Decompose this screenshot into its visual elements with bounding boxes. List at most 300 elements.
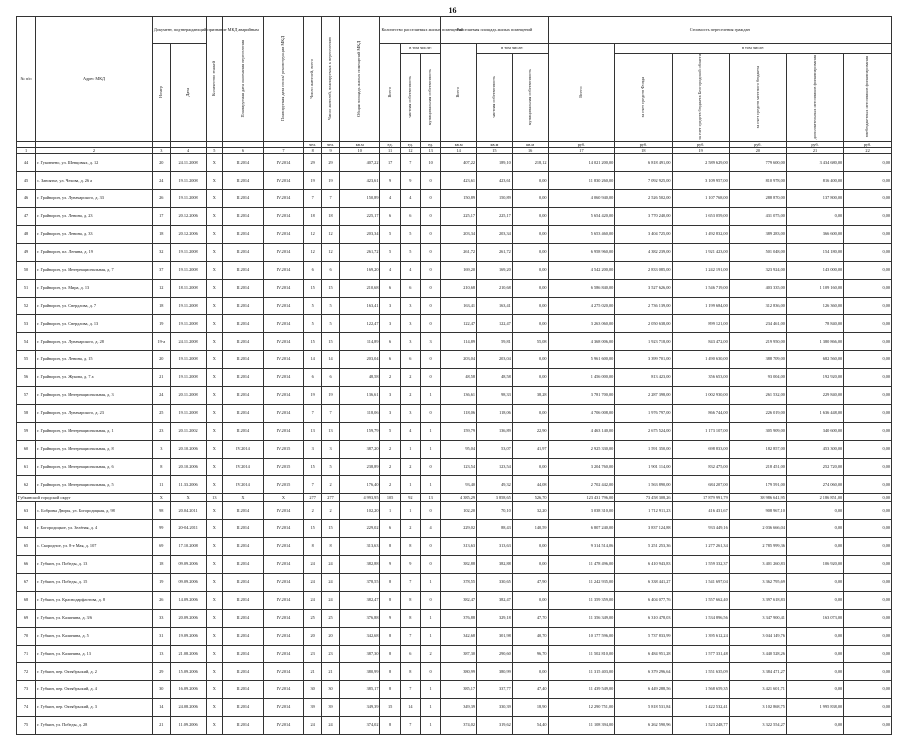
cell-d2: IV.2014	[263, 556, 304, 574]
cell-c2: 4	[400, 261, 420, 279]
cell-d1: II.2014	[223, 261, 264, 279]
cell-c1: 8	[380, 573, 400, 591]
cell-l: 3 384 471,27	[729, 663, 786, 681]
cell-t: 5 654 420,00	[548, 208, 615, 226]
cell-e: 682 560,00	[786, 351, 843, 369]
cell-a1: 150,89	[441, 190, 477, 208]
cell-d1: II.2014	[223, 315, 264, 333]
cell-date: 19.11.2008	[170, 351, 206, 369]
cell-c2: 5	[400, 226, 420, 244]
cell-p2: 277	[322, 494, 340, 502]
group-count: Количество расселяемых жилых помещений	[380, 17, 441, 44]
cell-c3: 0	[420, 208, 440, 226]
cell-c1: 3	[380, 404, 400, 422]
cell-area: 122,47	[339, 315, 380, 333]
cell-t: 6 586 840,00	[548, 279, 615, 297]
cell-a2: 330,39	[477, 699, 513, 717]
cell-d2: IV.2015	[263, 476, 304, 494]
cell-addr: г. Грайворон, ул. Ленина, д. 33	[36, 226, 153, 244]
cell-c1: 2	[380, 369, 400, 387]
cell-c2: 1	[400, 502, 420, 520]
page-number: 16	[448, 6, 457, 15]
cell-a2: 3 858,65	[477, 494, 513, 502]
cell-c3: 0	[420, 502, 440, 520]
cell-a2: 382,47	[477, 591, 513, 609]
cell-c2: 7	[400, 573, 420, 591]
cell-e: 366 600,00	[786, 226, 843, 244]
cell-f: 1 563 890,00	[615, 476, 672, 494]
cell-a2: 169,20	[477, 261, 513, 279]
cell-u: 0,00	[844, 591, 892, 609]
cell-d2: IV.2014	[263, 243, 304, 261]
cell-u: 0,00	[844, 627, 892, 645]
table-row	[17, 190, 892, 208]
cell-a3: 0,00	[512, 279, 548, 297]
cell-c1: 8	[380, 538, 400, 556]
cell-p2: 15	[322, 279, 340, 297]
cell-num: 29	[152, 663, 170, 681]
subtotal-row	[17, 494, 892, 502]
cell-a1: 407,22	[441, 154, 477, 172]
cell-c2: 8	[400, 663, 420, 681]
col-count-total: Всего	[380, 44, 400, 142]
cell-c2: 7	[400, 681, 420, 699]
table-row	[17, 226, 892, 244]
cell-a3: 47,40	[512, 681, 548, 699]
cell-c1: 6	[380, 520, 400, 538]
cell-p1: 7	[304, 476, 322, 494]
cell-c1: 5	[380, 226, 400, 244]
cell-num: 13	[152, 645, 170, 663]
cell-t: 2 702 442,00	[548, 476, 615, 494]
cell-f: 6 338 441,27	[615, 573, 672, 591]
cell-c1: 9	[380, 556, 400, 574]
column-number: 9	[322, 148, 340, 154]
cell-a3: 0,00	[512, 369, 548, 387]
cell-fl: X	[206, 351, 223, 369]
cell-l: 3 397 618,83	[729, 591, 786, 609]
cell-l: 908 967,10	[729, 502, 786, 520]
cell-u: 0,00	[844, 458, 892, 476]
cell-a2: 203,34	[477, 226, 513, 244]
cell-num: 98	[152, 502, 170, 520]
cell-c2: 92	[400, 494, 420, 502]
cell-p2: 15	[322, 520, 340, 538]
cell-r: 899 121,00	[672, 315, 729, 333]
cell-area: 423,61	[339, 172, 380, 190]
cell-p1: 3	[304, 440, 322, 458]
cell-p1: 13	[304, 422, 322, 440]
cell-l: 312 836,00	[729, 297, 786, 315]
cell-f: 6 404 077,76	[615, 591, 672, 609]
cell-fl: X	[206, 458, 223, 476]
cell-e: 816 400,00	[786, 172, 843, 190]
cell-u: 0,00	[844, 556, 892, 574]
table-row	[17, 315, 892, 333]
cell-t: 3 781 700,00	[548, 387, 615, 405]
cell-n: 46	[17, 190, 36, 208]
cell-addr: с. Бобровы Дворы, ул. Богородицкая, д. 98	[36, 502, 153, 520]
cell-a1: 159,79	[441, 422, 477, 440]
cell-a1: 385,17	[441, 681, 477, 699]
cell-c2: 7	[400, 627, 420, 645]
cell-a1: 122,47	[441, 315, 477, 333]
cell-num: 18	[152, 226, 170, 244]
cell-date: 20.10.2006	[170, 458, 206, 476]
cell-d2: IV.2014	[263, 279, 304, 297]
column-number: 2	[36, 148, 153, 154]
cell-u: 0,00	[844, 538, 892, 556]
cell-p2: 24	[322, 591, 340, 609]
cell-l: 3 102 868,75	[729, 699, 786, 717]
cell-num: X	[152, 494, 170, 502]
col-count-private: частная собственность	[400, 54, 420, 142]
cell-r: 866 744,00	[672, 404, 729, 422]
cell-area: 261,72	[339, 243, 380, 261]
cell-num: 99	[152, 520, 170, 538]
table-row	[17, 681, 892, 699]
cell-date: 09.09.2006	[170, 556, 206, 574]
cell-date: 24.11.2008	[170, 333, 206, 351]
cell-p1: 8	[304, 538, 322, 556]
cell-r: 1 557 662,40	[672, 591, 729, 609]
cell-p2: 29	[322, 154, 340, 172]
cell-t: 11 478 496,00	[548, 556, 615, 574]
cell-d2: IV.2014	[263, 404, 304, 422]
cell-f: 5 251 253,36	[615, 538, 672, 556]
cell-f: 5 737 833,99	[615, 627, 672, 645]
cell-a1: 382,47	[441, 591, 477, 609]
cell-u: 0,00	[844, 699, 892, 717]
cell-addr: г. Грайворон, ул. Интернациональная, д. 7	[36, 261, 153, 279]
cell-c3: 1	[420, 476, 440, 494]
cell-date: 20.09.2006	[170, 609, 206, 627]
cell-c3: 13	[420, 494, 440, 502]
cell-d1: II.2014	[223, 333, 264, 351]
cell-fl: X	[206, 369, 223, 387]
unit-label: руб.	[729, 142, 786, 148]
cell-n: 56	[17, 369, 36, 387]
cell-a1: 118,06	[441, 404, 477, 422]
cell-p2: 14	[322, 351, 340, 369]
cell-d2: IV.2014	[263, 226, 304, 244]
cell-fl: X	[206, 226, 223, 244]
unit-label: руб.	[548, 142, 615, 148]
cell-fl: X	[206, 645, 223, 663]
cell-a1: 261,72	[441, 243, 477, 261]
cell-t: 11 315 403,00	[548, 663, 615, 681]
cell-c1: 3	[380, 315, 400, 333]
cell-d2: IV.2014	[263, 297, 304, 315]
cell-a3: 0,00	[512, 351, 548, 369]
cell-date: 19.11.2008	[170, 190, 206, 208]
cell-c1: 6	[380, 333, 400, 351]
cell-p2: 12	[322, 226, 340, 244]
cell-d2: IV.2014	[263, 699, 304, 717]
cell-p2: 13	[322, 422, 340, 440]
cell-c2: 7	[400, 154, 420, 172]
cell-fl: X	[206, 208, 223, 226]
column-number: 1	[17, 148, 36, 154]
cell-d1: II.2014	[223, 154, 264, 172]
cell-u: 0,00	[844, 440, 892, 458]
cell-date: 20.12.2006	[170, 208, 206, 226]
cell-date: 16.09.2006	[170, 681, 206, 699]
cell-p1: 12	[304, 243, 322, 261]
cell-c3: 0	[420, 279, 440, 297]
cell-p1: 29	[304, 154, 322, 172]
cell-a3: 0,00	[512, 172, 548, 190]
cell-r: 933 449,16	[672, 520, 729, 538]
cell-num: 25	[152, 404, 170, 422]
cell-a2: 163,41	[477, 297, 513, 315]
cell-f: 2 050 638,00	[615, 315, 672, 333]
cell-c1: 2	[380, 458, 400, 476]
cell-r: 1 523 248,77	[672, 717, 729, 735]
column-number: 3	[152, 148, 170, 154]
cell-d2: IV.2014	[263, 154, 304, 172]
cell-addr: с. Заноятье, ул. Чехова, д. 26 а	[36, 172, 153, 190]
cell-c2: 6	[400, 351, 420, 369]
cell-p2: 7	[322, 404, 340, 422]
cell-addr: г. Губкин, ул. Победы, д. 28	[36, 717, 153, 735]
cell-a2: 59,81	[477, 333, 513, 351]
col-floors: Количество этажей	[206, 17, 223, 142]
cell-c2: 9	[400, 556, 420, 574]
cell-c3: 1	[420, 387, 440, 405]
cell-c3: 2	[420, 645, 440, 663]
cell-l: 3 044 149,76	[729, 627, 786, 645]
cell-a2: 150,89	[477, 190, 513, 208]
cell-addr: г. Грайворон, ул. Свердлова, д. 7	[36, 297, 153, 315]
column-number: 14	[441, 148, 477, 154]
cell-p2: 19	[322, 172, 340, 190]
cell-l: 3 347 900,41	[729, 609, 786, 627]
cell-n: 65	[17, 538, 36, 556]
cell-d1: II.2014	[223, 699, 264, 717]
cell-date: 15.09.2006	[170, 663, 206, 681]
column-number: 15	[477, 148, 513, 154]
cell-d2: IV.2014	[263, 681, 304, 699]
col-area-municipal: муниципальная собственность	[512, 54, 548, 142]
cell-area: 376,88	[339, 609, 380, 627]
cell-a1: 114,89	[441, 333, 477, 351]
cell-l: 389 283,00	[729, 226, 786, 244]
cell-date: 20-04.2011	[170, 520, 206, 538]
cell-l: 431 075,00	[729, 208, 786, 226]
cell-c2: 4	[400, 422, 420, 440]
cell-a1: 423,61	[441, 172, 477, 190]
cell-l: 3 362 795,69	[729, 573, 786, 591]
cell-date: 19.11.2008	[170, 297, 206, 315]
cell-a3: 218,12	[512, 154, 548, 172]
cell-t: 11 242 935,00	[548, 573, 615, 591]
cell-f: 2 675 524,00	[615, 422, 672, 440]
cell-u: 0,00	[844, 404, 892, 422]
cell-c3: 1	[420, 681, 440, 699]
cell-n: 73	[17, 681, 36, 699]
cell-a2: 98,33	[477, 387, 513, 405]
cell-a2: 261,72	[477, 243, 513, 261]
cell-addr: г. Губкин, пер. Октябрьский, д. 4	[36, 681, 153, 699]
cell-c1: 8	[380, 717, 400, 735]
cell-n: 74	[17, 699, 36, 717]
cell-p1: 19	[304, 172, 322, 190]
cell-area: 382,88	[339, 556, 380, 574]
cell-area: 385,17	[339, 681, 380, 699]
cell-t: 3 038 310,00	[548, 502, 615, 520]
cell-date: 11.33.2006	[170, 476, 206, 494]
column-number: 21	[786, 148, 843, 154]
cell-num: 26	[152, 591, 170, 609]
cell-r: 416 431,67	[672, 502, 729, 520]
cell-area: 4 993,95	[339, 494, 380, 502]
cell-t: 1 456 000,00	[548, 369, 615, 387]
cell-a2: 329,18	[477, 609, 513, 627]
cell-t: 11 108 394,00	[548, 717, 615, 735]
table-row	[17, 538, 892, 556]
cell-l: 388 709,00	[729, 351, 786, 369]
cell-u: 0,00	[844, 422, 892, 440]
cell-a2: 123,54	[477, 458, 513, 476]
table-row	[17, 699, 892, 717]
cell-e: 0,00	[786, 573, 843, 591]
cell-t: 11 359 359,00	[548, 591, 615, 609]
cell-a3: 140,59	[512, 520, 548, 538]
column-number: 18	[615, 148, 672, 154]
cell-p2: 7	[322, 190, 340, 208]
cell-num: 30	[152, 681, 170, 699]
cell-date: X	[170, 494, 206, 502]
cell-fl: X	[206, 190, 223, 208]
cell-a2: 380,99	[477, 663, 513, 681]
cell-fl: X	[206, 681, 223, 699]
cell-num: 31	[152, 627, 170, 645]
table-row	[17, 261, 892, 279]
unit-label: ед.	[400, 142, 420, 148]
cell-r: 1 546 719,00	[672, 279, 729, 297]
cell-c3: 1	[420, 573, 440, 591]
cell-c1: 5	[380, 422, 400, 440]
cell-t: 5 961 600,00	[548, 351, 615, 369]
cell-p1: 6	[304, 369, 322, 387]
cell-d1: II.2014	[223, 591, 264, 609]
cell-f: 3 837 124,88	[615, 520, 672, 538]
cell-d1: II.2014	[223, 243, 264, 261]
cell-r: 1 492 832,00	[672, 226, 729, 244]
cell-c3: 10	[420, 154, 440, 172]
cell-area: 210,68	[339, 279, 380, 297]
cell-fl: X	[206, 154, 223, 172]
cell-addr: г. Губкин, ул. Калинина, д. 3/6	[36, 609, 153, 627]
cell-a1: 349,39	[441, 699, 477, 717]
cell-d2: IV.2014	[263, 208, 304, 226]
cell-n: 45	[17, 172, 36, 190]
cell-u: 0,00	[844, 351, 892, 369]
cell-d2: IV.2014	[263, 609, 304, 627]
cell-c2: 3	[400, 404, 420, 422]
unit-label: кв.м	[339, 142, 380, 148]
cell-a3: 96,70	[512, 645, 548, 663]
cell-c1: 3	[380, 387, 400, 405]
table-row	[17, 591, 892, 609]
column-number: 17	[548, 148, 615, 154]
cell-fl: X	[206, 440, 223, 458]
cell-p2: 25	[322, 609, 340, 627]
cell-r: 1 173 107,00	[672, 422, 729, 440]
cell-u: 0,00	[844, 663, 892, 681]
cell-d1: II.2014	[223, 226, 264, 244]
cell-f: 6 379 296,64	[615, 663, 672, 681]
cell-a3: 47,90	[512, 573, 548, 591]
cell-num: 26	[152, 190, 170, 208]
cell-area: 238,89	[339, 458, 380, 476]
cell-c3: 0	[420, 663, 440, 681]
cell-f: 3 527 626,00	[615, 279, 672, 297]
cell-c3: 0	[420, 556, 440, 574]
cell-a1: 203,04	[441, 351, 477, 369]
cell-t: 12 290 751,00	[548, 699, 615, 717]
cell-c2: 1	[400, 440, 420, 458]
cell-f: 6 262 590,96	[615, 717, 672, 735]
cell-num: 20	[152, 154, 170, 172]
cell-c1: 9	[380, 609, 400, 627]
cell-date: 21.08.2006	[170, 645, 206, 663]
table-row	[17, 645, 892, 663]
cell-p2: 39	[322, 699, 340, 717]
cell-r: 1 559 332,37	[672, 556, 729, 574]
cell-a2: 423,61	[477, 172, 513, 190]
cell-date: 19.11.2008	[170, 261, 206, 279]
table-row	[17, 609, 892, 627]
cell-u: 0,00	[844, 279, 892, 297]
table-row	[17, 351, 892, 369]
cell-e: 0,00	[786, 645, 843, 663]
cell-u: 0,00	[844, 609, 892, 627]
cell-c1: 2	[380, 476, 400, 494]
cell-a2: 70,10	[477, 502, 513, 520]
cell-fl: X	[206, 404, 223, 422]
cell-addr: г. Богородицкое, ул. Зелёная, д. 4	[36, 520, 153, 538]
cell-a2: 225,17	[477, 208, 513, 226]
cell-num: 3	[152, 440, 170, 458]
cell-addr: г. Губкин, ул. Краснодарфлотова, д. 8	[36, 591, 153, 609]
cell-area: 203,34	[339, 226, 380, 244]
cell-p1: 5	[304, 297, 322, 315]
cell-c3: 0	[420, 226, 440, 244]
group-area: Расселяемая площадь жилых помещений	[441, 17, 548, 44]
unit-label: руб.	[672, 142, 729, 148]
cell-fl: X	[206, 538, 223, 556]
cell-n: 75	[17, 717, 36, 735]
cell-f: 4 382 239,00	[615, 243, 672, 261]
cell-num: 19	[152, 315, 170, 333]
cell-a1: 229,02	[441, 520, 477, 538]
cell-date: 17.10.2008	[170, 538, 206, 556]
column-number: 11	[380, 148, 400, 154]
cell-f: 6 818 491,00	[615, 154, 672, 172]
cell-t: 11 830 260,00	[548, 172, 615, 190]
column-number: 7	[263, 148, 304, 154]
cell-n: 55	[17, 351, 36, 369]
cell-u: 0,00	[844, 243, 892, 261]
cell-u: 0,00	[844, 315, 892, 333]
cell-u: 0,00	[844, 502, 892, 520]
cell-t: 4 275 020,00	[548, 297, 615, 315]
cell-d1: II.2014	[223, 208, 264, 226]
cell-c3: 0	[420, 369, 440, 387]
cell-c3: 3	[420, 333, 440, 351]
